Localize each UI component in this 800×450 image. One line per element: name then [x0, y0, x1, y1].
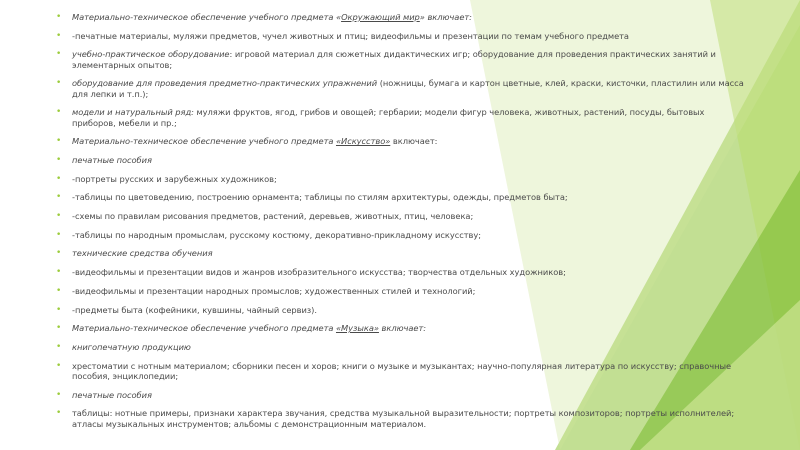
item-text: -таблицы по народным промыслам, русскому костюму, декоративно-прикладному искусству;	[72, 229, 481, 240]
item-text: -видеофильмы и презентации видов и жанров изобразительного искусства; творчества отдельных художников;	[72, 267, 566, 278]
item-text: : игровой материал для сюжетных дидактических игр; оборудование для проведения практических занятий и элементарных опытов;	[72, 49, 716, 70]
list-item	[56, 342, 746, 352]
item-italic-text: модели и натуральный ряд:	[72, 107, 194, 118]
list-item	[56, 31, 746, 41]
item-italic-text: учебно-практическое оборудование	[72, 49, 230, 60]
item-text: -предметы быта (кофейники, кувшины, чайный сервиз).	[72, 304, 317, 315]
list-item	[56, 248, 746, 258]
list-item	[56, 12, 746, 22]
list-item	[56, 78, 746, 99]
item-text: таблицы: нотные примеры, признаки характера звучания, средства музыкальной выразительности; портреты композиторов; портреты исполнителей; атласы музыкальных инструментов; альбомы с демонстрационным материалом.	[72, 408, 735, 429]
item-text: -видеофильмы и презентации народных промыслов; художественных стилей и технологий;	[72, 285, 476, 296]
item-italic-text: печатные пособия	[72, 389, 152, 400]
list-item	[56, 174, 746, 184]
item-italic-tail: включает:	[378, 323, 426, 334]
item-text: муляжи фруктов, ягод, грибов и овощей; гербарии; модели фигур человека, животных, растений, посуды, бытовых приборов, мебели и пр.;	[72, 107, 705, 128]
item-italic-text: Материально-техническое обеспечение учебного предмета	[72, 136, 336, 147]
item-underlined-text: «Искусство»	[335, 136, 391, 147]
list-item	[56, 49, 746, 70]
list-item	[56, 136, 746, 146]
item-underlined-text: Окружающий мир	[341, 12, 420, 22]
item-text: хрестоматии с нотным материалом; сборники песен и хоров; книги о музыке и музыкантах; научно-популярная литература по искусству; справочные пособия, энциклопедии;	[72, 360, 732, 381]
item-italic-text: печатные пособия	[72, 155, 152, 166]
slide-content	[56, 12, 746, 437]
list-item	[56, 230, 746, 240]
item-text: -печатные материалы, муляжи предметов, чучел животных и птиц; видеофильмы и презентации по темам учебного предмета	[72, 30, 629, 41]
list-item	[56, 192, 746, 202]
item-italic-text: оборудование для проведения предметно-практических упражнений	[72, 78, 378, 89]
item-italic-tail: » включает:	[419, 12, 472, 22]
list-item	[56, 305, 746, 315]
item-italic-text: книгопечатную продукцию	[72, 341, 191, 352]
list-item	[56, 286, 746, 296]
item-italic-text: Материально-техническое обеспечение учебного предмета	[72, 323, 336, 334]
item-text: включает:	[392, 136, 438, 147]
item-italic-text: Материально-техническое обеспечение учебного предмета «	[72, 12, 342, 22]
item-text: -таблицы по цветоведению, построению орнамента; таблицы по стилям архитектуры, одежды, предметов быта;	[72, 192, 568, 203]
list-item	[56, 361, 746, 382]
item-underlined-text: «Музыка»	[335, 323, 379, 334]
list-item	[56, 267, 746, 277]
list-item	[56, 107, 746, 128]
list-item	[56, 211, 746, 221]
item-italic-text: технические средства обучения	[72, 248, 213, 259]
list-item	[56, 390, 746, 400]
list-item	[56, 408, 746, 429]
item-text: -схемы по правилам рисования предметов, растений, деревьев, животных, птиц, человека;	[72, 211, 474, 222]
item-text: (ножницы, бумага и картон цветные, клей, краски, кисточки, пластилин или масса для лепки и т.п.);	[72, 78, 744, 99]
list-item	[56, 323, 746, 333]
list-item	[56, 155, 746, 165]
item-text: -портреты русских и зарубежных художников;	[72, 173, 277, 184]
